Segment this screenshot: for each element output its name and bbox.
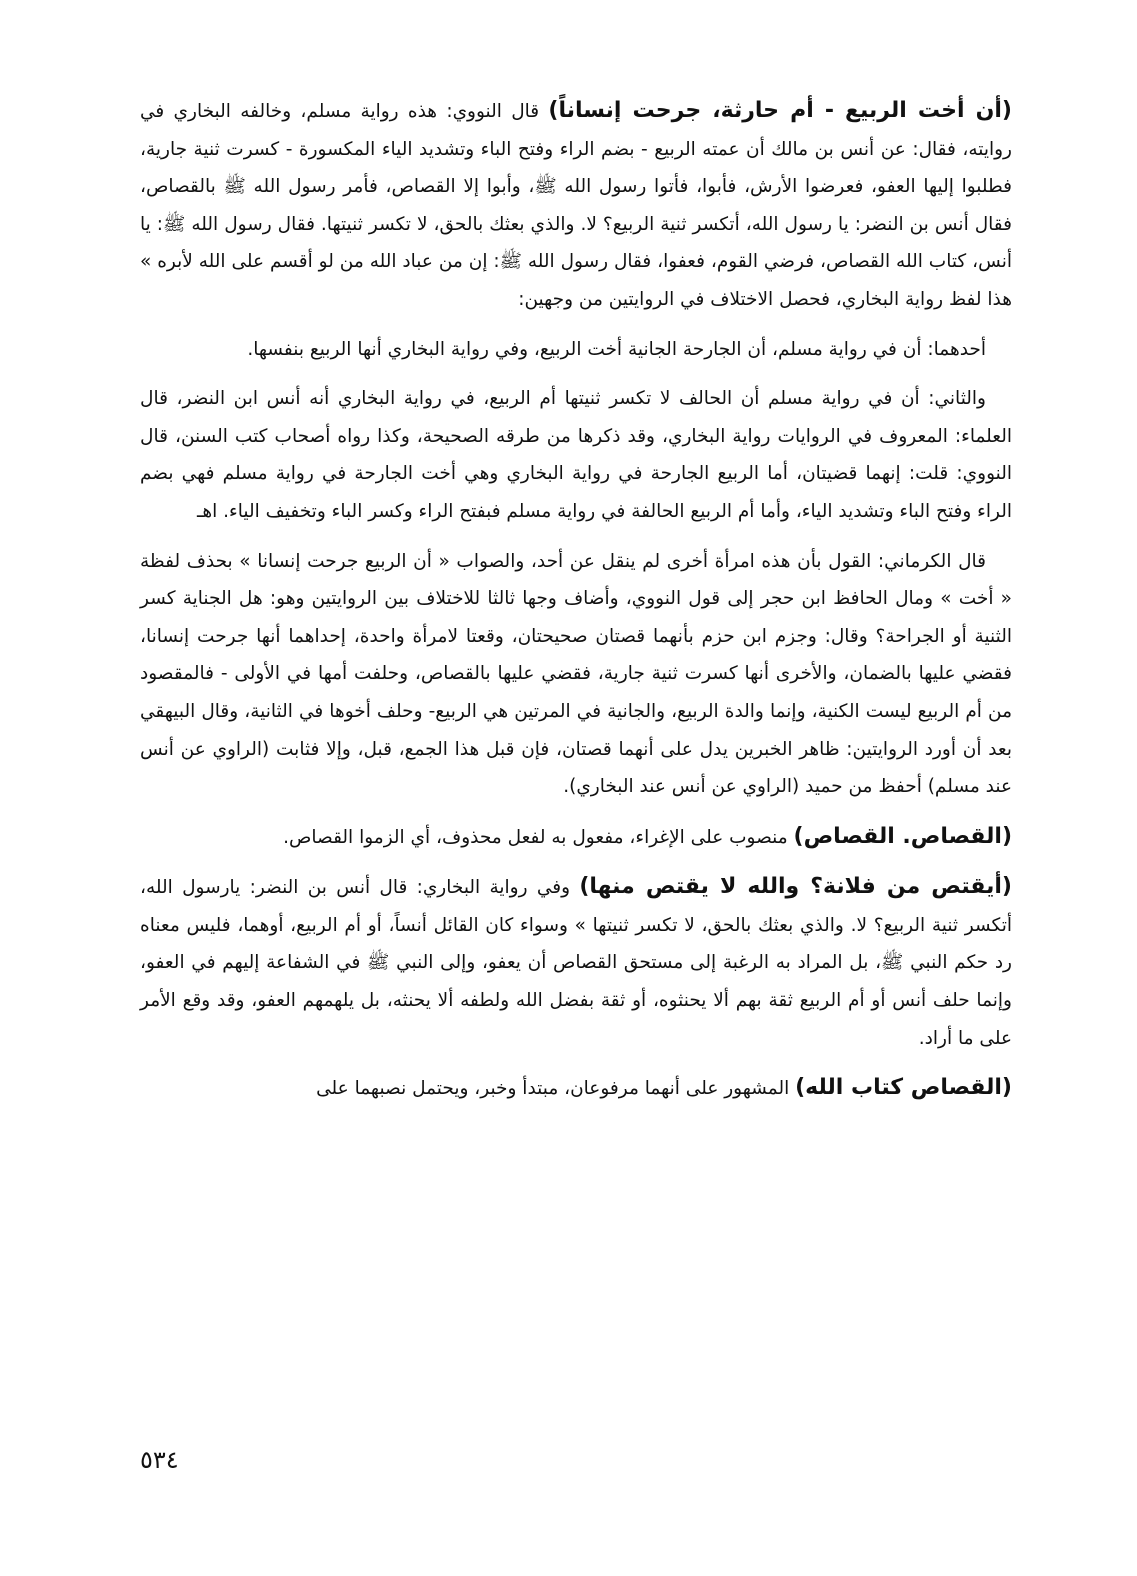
- page-number: ٥٣٤: [140, 1446, 179, 1474]
- paragraph-text: قال النووي: هذه رواية مسلم، وخالفه البخاري في روايته، فقال: عن أنس بن مالك أن عمته الربيع - بضم الراء وفتح الباء وتشديد الياء المكسورة - كسرت ثنية جارية، فطلبوا إليها العفو، فعرضوا الأرش، فأبوا، فأتوا رسول الله ﷺ، وأبوا إلا القصاص، فأمر رسول الله ﷺ بالقصاص، فقال أنس بن النضر: يا رسول الله، أتكسر ثنية الربيع؟ لا. والذي بعثك بالحق، لا تكسر ثنيتها. فقال رسول الله ﷺ: يا أنس، كتاب الله القصاص، فرضي القوم، فعفوا، فقال رسول الله ﷺ: إن من عباد الله من لو أقسم على الله لأبره » هذا لفظ رواية البخاري، فحصل الاختلاف في الروايتين من وجهين:: [140, 101, 1012, 310]
- paragraph-text: منصوب على الإغراء، مفعول به لفعل محذوف، أي الزموا القصاص.: [283, 826, 794, 848]
- paragraph-text: قال الكرماني: القول بأن هذه امرأة أخرى لم ينقل عن أحد، والصواب « أن الربيع جرحت إنسانا » بحذف لفظة « أخت » ومال الحافظ ابن حجر إلى قول النووي، وأضاف وجها ثالثا للاختلاف بين الروايتين وهو: هل الجناية كسر الثنية أو الجراحة؟ وقال: وجزم ابن حزم بأنهما قصتان صحيحتان، وقعتا لامرأة واحدة، إحداهما أنها جرحت إنسانا، فقضي عليها بالضمان، والأخرى أنها كسرت ثنية جارية، فقضي عليها بالقصاص، وحلفت أمها في الأولى - فالمقصود من أم الربيع ليست الكنية، وإنما والدة الربيع، والجانية في المرتين هي الربيع- وحلف أخوها في الثانية، وقال البيهقي بعد أن أورد الروايتين: ظاهر الخبرين يدل على أنهما قصتان، فإن قبل هذا الجمع، قبل، وإلا فثابت (الراوي عن أنس عند مسلم) أحفظ من حميد (الراوي عن أنس عند البخاري).: [140, 550, 1012, 798]
- paragraph-4: [140, 543, 1012, 806]
- heading-rabi-sister: (أن أخت الربيع - أم حارثة، جرحت إنساناً): [548, 98, 1012, 123]
- paragraph-1: [140, 92, 1012, 319]
- paragraph-2: [140, 331, 1012, 369]
- paragraph-7: [140, 1069, 1012, 1108]
- paragraph-text: وفي رواية البخاري: قال أنس بن النضر: يارسول الله، أتكسر ثنية الربيع؟ لا. والذي بعثك بالحق، لا تكسر ثنيتها » وسواء كان القائل أنساً، أو أم الربيع، أوهما، فليس معناه رد حكم النبي ﷺ، بل المراد به الرغبة إلى مستحق القصاص أن يعفو، وإلى النبي ﷺ في الشفاعة إليهم في العفو، وإنما حلف أنس أو أم الربيع ثقة بهم ألا يحنثوه، أو ثقة بفضل الله ولطفه ألا يحنثه، بل يلهمهم العفو، وقد وقع الأمر على ما أراد.: [140, 877, 1012, 1049]
- heading-qisas: (القصاص. القصاص): [793, 823, 1012, 849]
- paragraph-text: أحدهما: أن في رواية مسلم، أن الجارحة الجانية أخت الربيع، وفي رواية البخاري أنها الربيع بنفسها.: [247, 338, 986, 360]
- paragraph-6: [140, 868, 1012, 1057]
- paragraph-3: [140, 380, 1012, 530]
- paragraph-text: والثاني: أن في رواية مسلم أن الحالف لا تكسر ثنيتها أم الربيع، في رواية البخاري أنه أنس ابن النضر، قال العلماء: المعروف في الروايات رواية البخاري، وقد ذكرها من طرقه الصحيحة، وكذا رواه أصحاب كتب السنن، قال النووي: قلت: إنهما قضيتان، أما الربيع الجارحة في رواية البخاري وهي أخت الجارحة في رواية مسلم فهي بضم الراء وفتح الباء وتشديد الياء، وأما أم الربيع الحالفة في رواية مسلم فبفتح الراء وكسر الباء وتخفيف الياء. اهـ: [140, 388, 1012, 522]
- heading-kitab-allah: (القصاص كتاب الله): [795, 1075, 1012, 1101]
- body-text: [140, 92, 1012, 1108]
- paragraph-5: [140, 818, 1012, 857]
- paragraph-text: المشهور على أنهما مرفوعان، مبتدأ وخبر، ويحتمل نصبهما على: [316, 1078, 796, 1100]
- heading-yuqtas: (أيقتص من فلانة؟ والله لا يقتص منها): [579, 874, 1012, 900]
